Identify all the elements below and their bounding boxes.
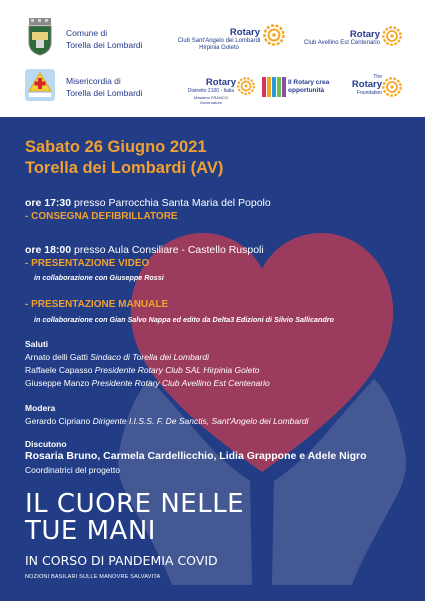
discutono-heading: Discutono [25,439,67,449]
misericordia-label: Misericordia di Torella dei Lombardi [66,76,143,98]
slot1-item: - CONSEGNA DEFIBRILLATORE [25,211,178,222]
discutono-names: Rosaria Bruno, Carmela Cardellicchio, Lidia Grappone e Adele Nigro [25,450,367,462]
rotary-wheel-icon [263,24,285,46]
slot2-time: ore 18:00 [25,244,72,256]
misericordia-logo-icon [25,69,55,101]
sponsor-header [0,0,425,117]
rotary-wheel-icon [382,77,402,97]
slot1-time: ore 17:30 [25,197,72,209]
discutono-note: Coordinatrici del progetto [25,465,120,475]
moderator: Gerardo Cipriano Dirigente I.I.S.S. F. De Sanctis, Sant'Angelo dei Lombardi [25,416,309,426]
rotary-foundation-logo: The Rotary Foundation [351,74,382,96]
slot2-line [25,244,264,256]
comune-label: Comune di Torella dei Lombardi [66,28,143,50]
slot2-collab-video: in collaborazione con Giuseppe Rossi [34,273,164,282]
poster-title-line1: IL CUORE NELLE [25,489,245,519]
event-location: Torella dei Lombardi (AV) [25,159,224,177]
slot1-line [25,197,271,209]
rotary-distretto-logo: Rotary Distretto 2100 - Italia Massimo FRANCO Governatore [187,77,236,105]
poster-subtitle: IN CORSO DI PANDEMIA COVID [25,553,218,568]
rotary-wheel-icon [237,77,255,95]
slot1-place: presso Parrocchia Santa Maria del Popolo [71,197,271,209]
event-poster [0,117,425,601]
slot2-item-video: - PRESENTAZIONE VIDEO [25,258,150,269]
municipal-crest-icon [27,18,53,56]
rotary-opportunita-label: Il Rotary crea opportunità [288,79,330,94]
saluti-heading: Saluti [25,339,49,349]
saluti-person: Giuseppe Manzo Presidente Rotary Club Avellino Est Centenario [25,378,270,388]
opportunita-stripes-icon [262,77,286,97]
event-date: Sabato 26 Giugno 2021 [25,138,207,156]
modera-heading: Modera [25,403,56,413]
poster-title-line2: TUE MANI [25,516,156,546]
slot2-item-manual: - PRESENTAZIONE MANUALE [25,299,169,310]
poster-tagline: NOZIONI BASILARI SULLE MANOVRE SALVAVITA [25,574,161,580]
rotary-avellino-logo: Rotary Club Avellino Est Centenario [304,29,380,46]
slot2-collab-manual: in collaborazione con Gian Salvo Nappa ed edito da Delta3 Edizioni di Silvio Sallicandro [34,315,334,324]
saluti-person: Raffaele Capasso Presidente Rotary Club SAL Hirpinia Goleto [25,365,260,375]
saluti-person: Arnato delli Gatti Sindaco di Torella dei Lombardi [25,352,209,362]
rotary-santangelo-logo: Rotary Club Sant'Angelo dei Lombardi Hirpinia Goleto [177,27,261,51]
slot2-place: presso Aula Consiliare - Castello Ruspoli [71,244,264,256]
rotary-wheel-icon [382,26,402,46]
